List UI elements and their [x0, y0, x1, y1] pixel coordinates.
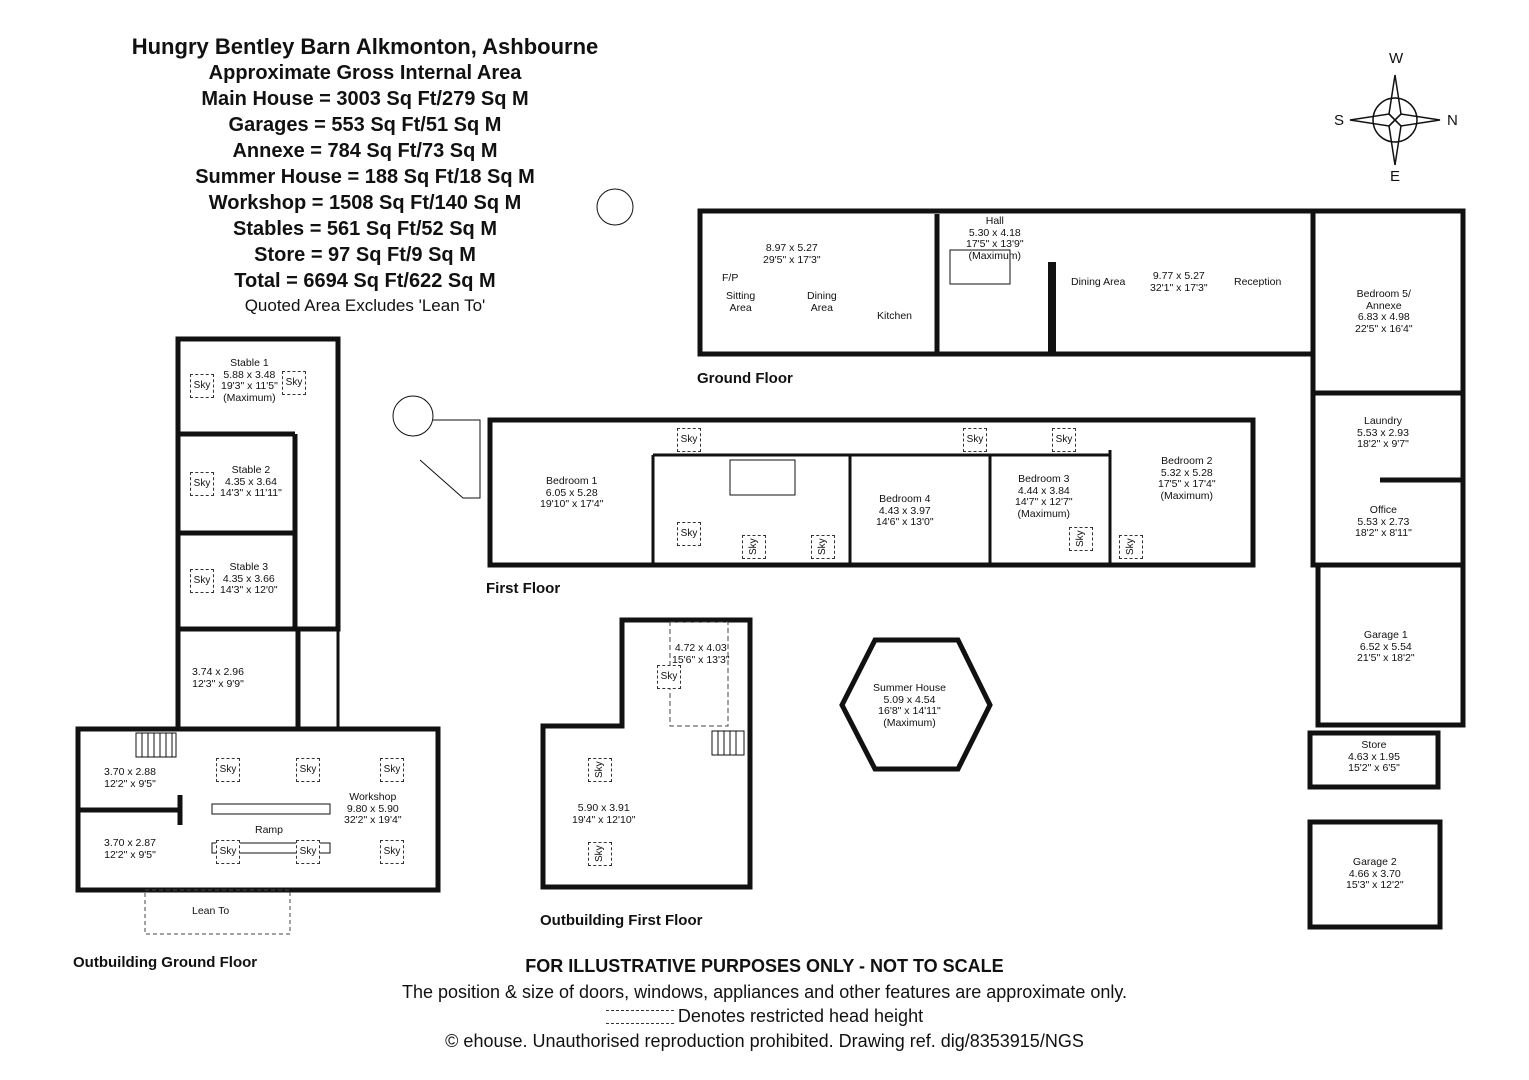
room-outbuilding-first-top: 4.72 x 4.03 15'6" x 13'3" — [672, 642, 730, 666]
ground-floor-label: Ground Floor — [697, 370, 793, 387]
fireplace-label: F/P — [722, 272, 739, 284]
area-line: Stables = 561 Sq Ft/52 Sq M — [233, 218, 497, 240]
copyright: © ehouse. Unauthorised reproduction prohibited. Drawing ref. dig/8353915/NGS — [445, 1031, 1084, 1051]
outbuilding-ground-floor-label: Outbuilding Ground Floor — [73, 954, 258, 971]
lean-to-label: Lean To — [192, 905, 230, 917]
skylight: Sky — [190, 374, 214, 398]
room-stable3: Stable 3 4.35 x 3.66 14'3" x 12'0" — [220, 561, 278, 596]
ramp-label: Ramp — [255, 824, 284, 836]
compass-west-label: W — [1389, 50, 1404, 67]
first-floor-label: First Floor — [486, 580, 561, 597]
room-outbuilding-first-main: 5.90 x 3.91 19'4" x 12'10" — [572, 802, 636, 826]
room-reception-dims: 9.77 x 5.27 32'1" x 17'3" — [1150, 270, 1208, 294]
skylight: Sky — [677, 522, 701, 546]
room-bedroom2: Bedroom 2 5.32 x 5.28 17'5" x 17'4" (Maximum) — [1158, 455, 1216, 502]
room-living-dims: 8.97 x 5.27 29'5" x 17'3" — [763, 242, 821, 266]
skylight: Sky — [1052, 428, 1076, 452]
room-garage2: Garage 2 4.66 x 3.70 15'3" x 12'2" — [1346, 856, 1404, 891]
skylight: Sky — [963, 428, 987, 452]
room-bedroom1: Bedroom 1 6.05 x 5.28 19'10" x 17'4" — [540, 475, 604, 510]
property-title: Hungry Bentley Barn Alkmonton, Ashbourne — [131, 34, 599, 59]
room-bedroom5-annexe: Bedroom 5/ Annexe 6.83 x 4.98 22'5" x 16'4" — [1355, 288, 1413, 335]
skylight: Sky — [282, 371, 306, 395]
skylight: Sky — [190, 569, 214, 593]
room-outbuilding-b: 3.70 x 2.87 12'2" x 9'5" — [104, 837, 156, 861]
room-office: Office 5.53 x 2.73 18'2" x 8'11" — [1355, 504, 1412, 539]
skylight: Sky — [380, 758, 404, 782]
skylight: Sky — [296, 758, 320, 782]
area-line: Workshop = 1508 Sq Ft/140 Sq M — [208, 192, 522, 214]
skylight: Sky — [588, 842, 612, 866]
area-line: Annexe = 784 Sq Ft/73 Sq M — [232, 140, 498, 162]
room-garage1: Garage 1 6.52 x 5.54 21'5" x 18'2" — [1357, 629, 1415, 664]
area-line: Total = 6694 Sq Ft/622 Sq M — [234, 270, 496, 292]
area-note: Quoted Area Excludes 'Lean To' — [244, 296, 486, 315]
position-note: The position & size of doors, windows, appliances and other features are approximate only. — [401, 982, 1128, 1002]
skylight: Sky — [742, 535, 766, 559]
disclaimer: FOR ILLUSTRATIVE PURPOSES ONLY - NOT TO SCALE — [525, 956, 1004, 976]
area-line: Main House = 3003 Sq Ft/279 Sq M — [201, 88, 529, 110]
skylight: Sky — [216, 758, 240, 782]
area-line: Approximate Gross Internal Area — [208, 62, 522, 84]
restricted-height-swatch — [606, 1010, 674, 1024]
skylight: Sky — [190, 472, 214, 496]
room-dining-area: Dining Area — [1071, 276, 1126, 288]
skylight: Sky — [677, 428, 701, 452]
restricted-height-text: Denotes restricted head height — [677, 1006, 924, 1026]
area-line: Store = 97 Sq Ft/9 Sq M — [254, 244, 476, 266]
compass-rose — [1350, 75, 1440, 165]
room-dining-area-left: Dining Area — [807, 290, 837, 314]
room-stable1: Stable 1 5.88 x 3.48 19'3" x 11'5" (Maximum) — [221, 357, 278, 404]
room-tack: 3.74 x 2.96 12'3" x 9'9" — [192, 666, 244, 690]
room-kitchen: Kitchen — [877, 310, 913, 322]
outbuilding-first-floor-label: Outbuilding First Floor — [540, 912, 703, 929]
room-bedroom3: Bedroom 3 4.44 x 3.84 14'7" x 12'7" (Maximum) — [1015, 473, 1073, 520]
skylight: Sky — [1119, 535, 1143, 559]
skylight: Sky — [296, 840, 320, 864]
area-line: Garages = 553 Sq Ft/51 Sq M — [228, 114, 502, 136]
skylight: Sky — [657, 665, 681, 689]
skylight: Sky — [1069, 527, 1093, 551]
area-line: Summer House = 188 Sq Ft/18 Sq M — [195, 166, 535, 188]
skylight: Sky — [588, 758, 612, 782]
skylight: Sky — [380, 840, 404, 864]
compass-south-label: S — [1334, 112, 1345, 129]
compass-north-label: N — [1447, 112, 1458, 129]
room-hall: Hall 5.30 x 4.18 17'5" x 13'9" (Maximum) — [966, 215, 1024, 262]
room-sitting-area: Sitting Area — [726, 290, 756, 314]
room-bedroom4: Bedroom 4 4.43 x 3.97 14'6" x 13'0" — [876, 493, 934, 528]
room-outbuilding-a: 3.70 x 2.88 12'2" x 9'5" — [104, 766, 156, 790]
compass-east-label: E — [1390, 168, 1401, 185]
room-workshop: Workshop 9.80 x 5.90 32'2" x 19'4" — [344, 791, 402, 826]
restricted-height-legend — [0, 1006, 1529, 1027]
skylight: Sky — [811, 535, 835, 559]
skylight: Sky — [216, 840, 240, 864]
room-laundry: Laundry 5.53 x 2.93 18'2" x 9'7" — [1357, 415, 1409, 450]
room-stable2: Stable 2 4.35 x 3.64 14'3" x 11'11" — [220, 464, 282, 499]
room-summer-house: Summer House 5.09 x 4.54 16'8" x 14'11" (Maximum) — [873, 682, 946, 729]
room-store: Store 4.63 x 1.95 15'2" x 6'5" — [1348, 739, 1400, 774]
room-reception: Reception — [1234, 276, 1282, 288]
